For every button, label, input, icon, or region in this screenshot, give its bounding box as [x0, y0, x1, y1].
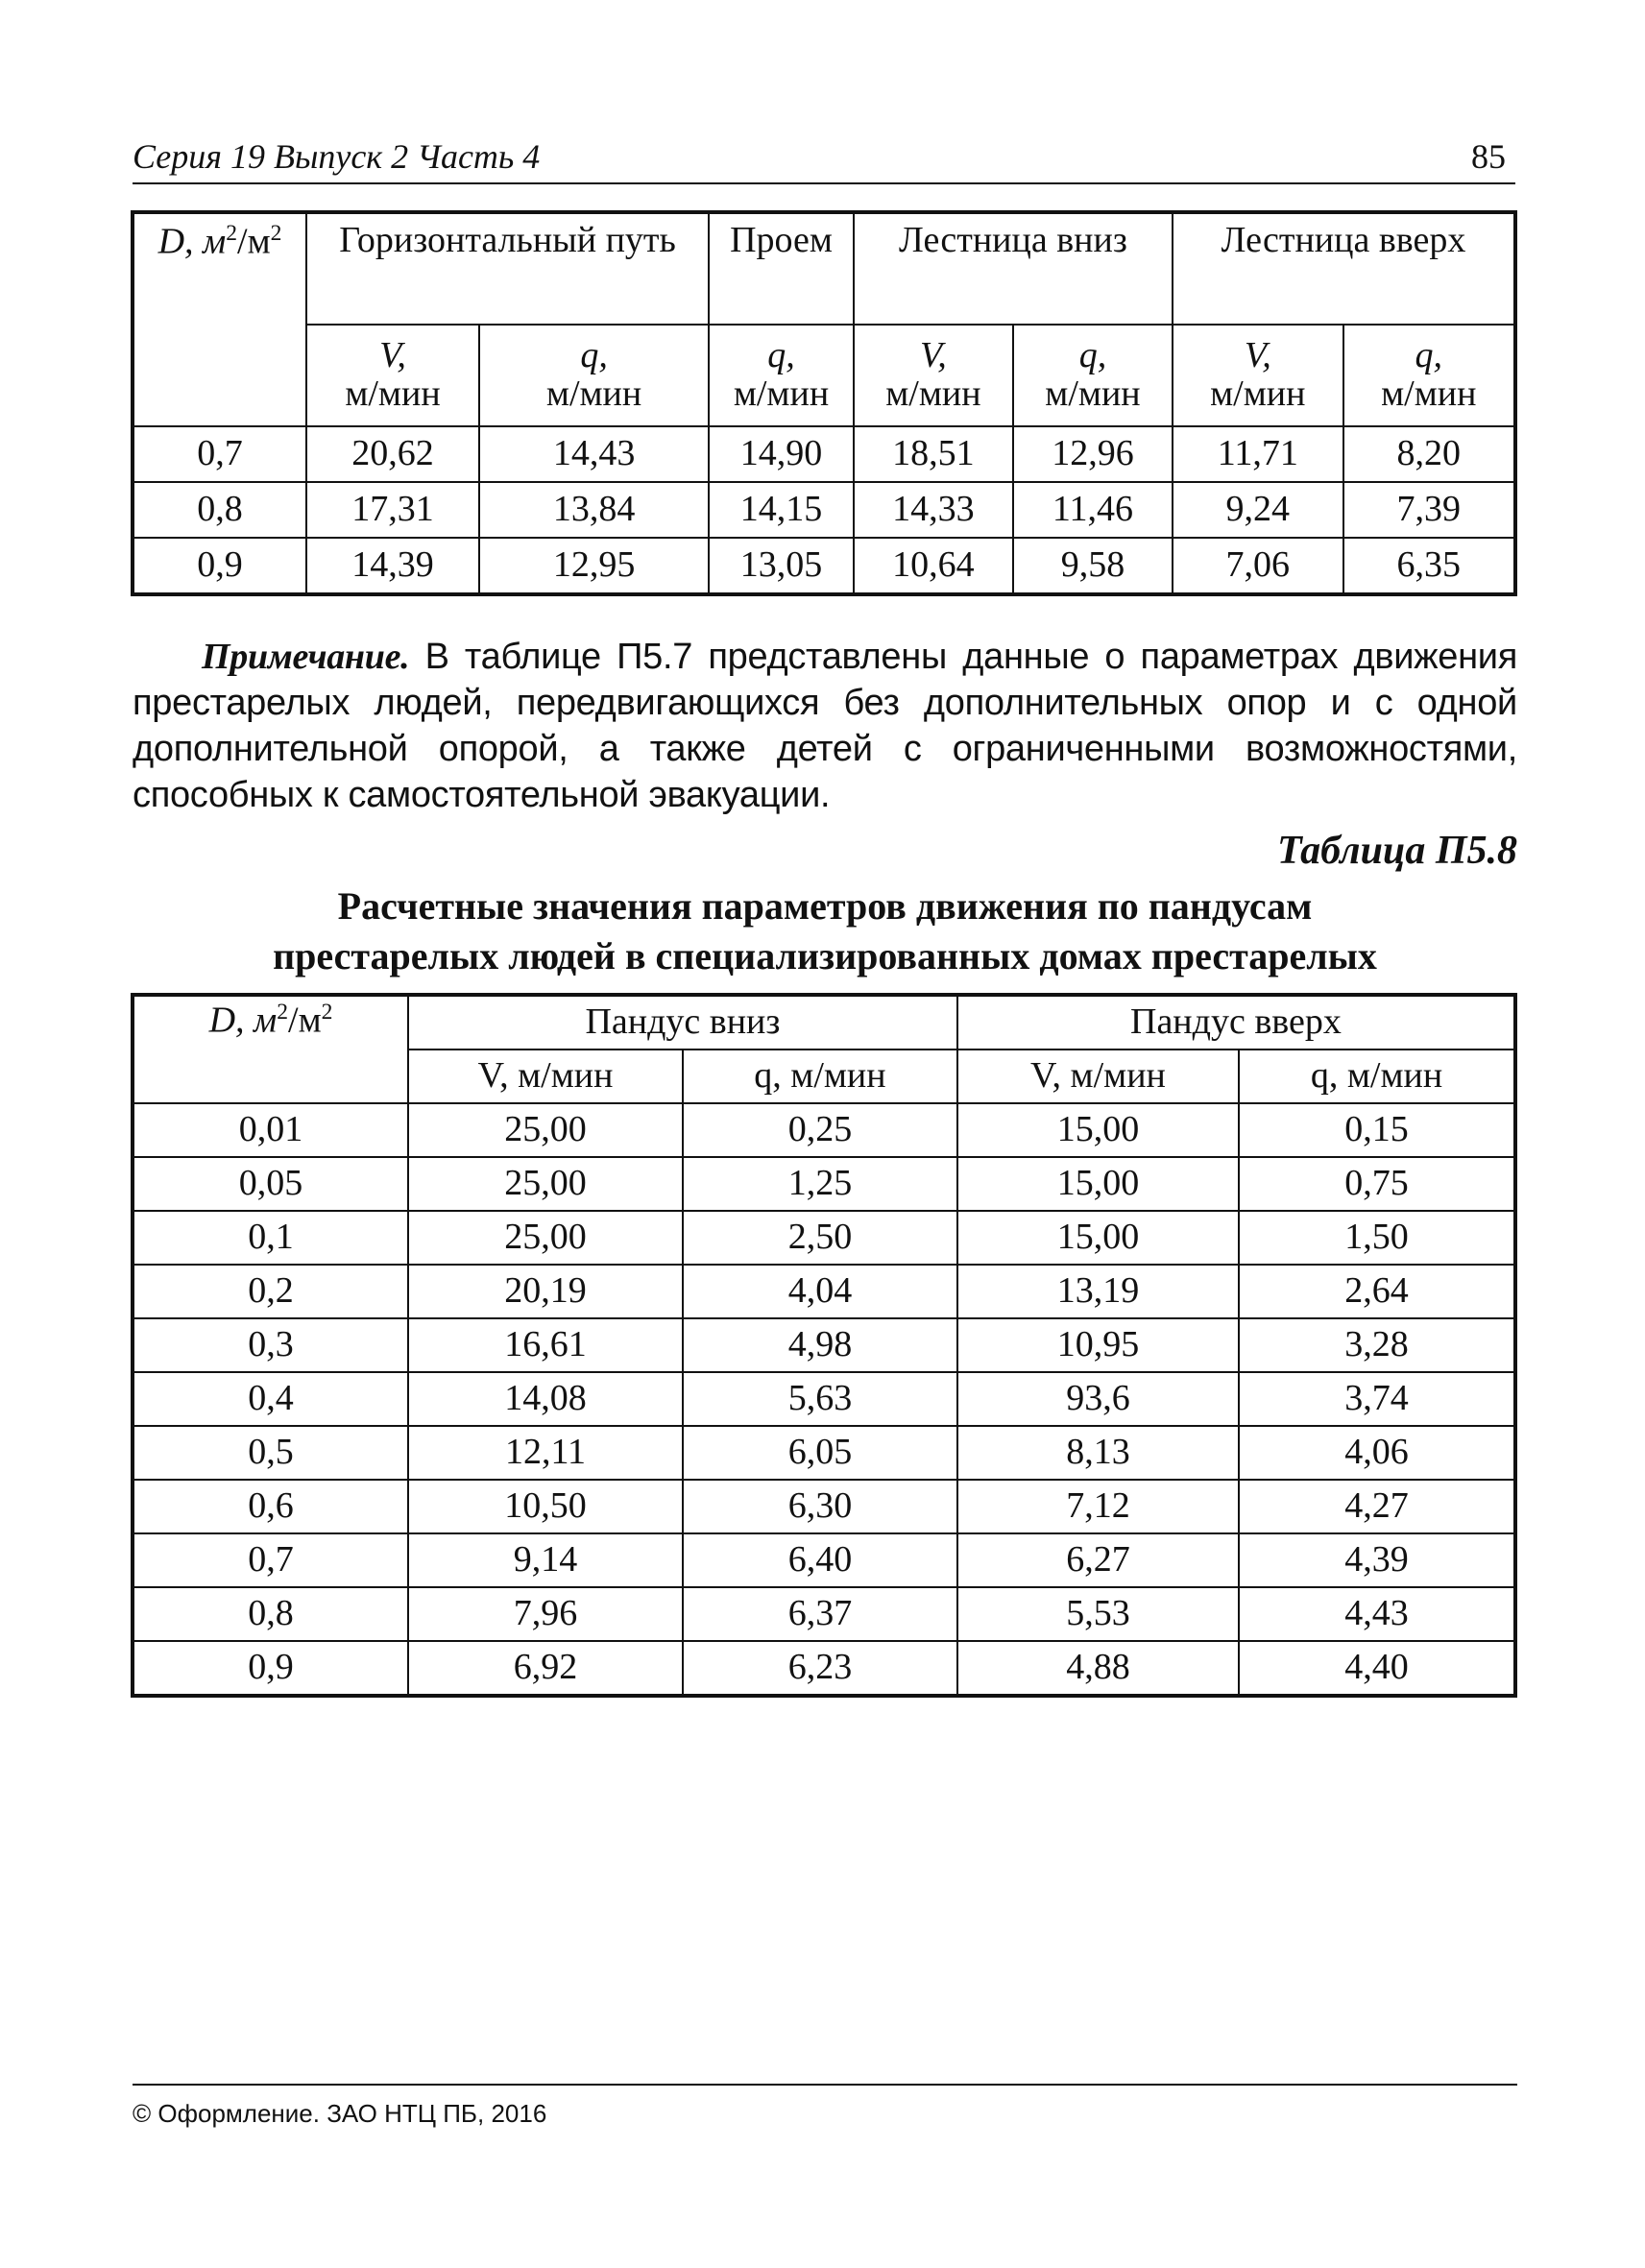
subheader-symbol: q,: [580, 335, 608, 376]
value-cell: 7,06: [1173, 538, 1343, 594]
value-cell: 0,25: [683, 1103, 957, 1157]
value-cell: 25,00: [408, 1103, 683, 1157]
table-row: [133, 1480, 1515, 1533]
value-cell: 9,14: [408, 1533, 683, 1587]
value-cell: 8,13: [957, 1426, 1239, 1480]
value-cell: 20,62: [306, 426, 479, 482]
value-cell: 11,46: [1013, 482, 1173, 538]
value-cell: 18,51: [854, 426, 1013, 482]
value-cell: 1,25: [683, 1157, 957, 1211]
table-row: [133, 1103, 1515, 1157]
density-cell: 0,5: [133, 1426, 408, 1480]
value-cell: 4,06: [1239, 1426, 1515, 1480]
group-header-ramp-up: Пандус вверх: [957, 995, 1515, 1050]
value-cell: 2,64: [1239, 1265, 1515, 1318]
page-number: 85: [1471, 137, 1506, 176]
subheader-symbol: V,: [1244, 335, 1271, 376]
table-caption: Таблица П5.8: [1277, 829, 1517, 873]
value-cell: 11,71: [1173, 426, 1343, 482]
value-cell: 0,15: [1239, 1103, 1515, 1157]
value-cell: 13,19: [957, 1265, 1239, 1318]
group-header-horizontal: Горизонтальный путь: [306, 212, 709, 325]
value-cell: 25,00: [408, 1211, 683, 1265]
value-cell: 14,15: [709, 482, 854, 538]
group-header-stairs-down: Лестница вниз: [854, 212, 1173, 325]
density-cell: 0,7: [133, 426, 306, 482]
value-cell: 14,08: [408, 1372, 683, 1426]
subheader-symbol: V,: [919, 335, 947, 376]
value-cell: 7,96: [408, 1587, 683, 1641]
value-cell: 15,00: [957, 1103, 1239, 1157]
note-label: Примечание.: [202, 637, 410, 677]
subheader-cell: V, м/мин: [408, 1050, 683, 1103]
density-cell: 0,8: [133, 1587, 408, 1641]
subheader-unit: м/мин: [1045, 374, 1141, 414]
value-cell: 6,05: [683, 1426, 957, 1480]
value-cell: 4,04: [683, 1265, 957, 1318]
value-cell: 9,24: [1173, 482, 1343, 538]
group-header-stairs-up: Лестница вверх: [1173, 212, 1515, 325]
value-cell: 4,88: [957, 1641, 1239, 1696]
subheader-unit: м/мин: [885, 374, 981, 414]
table-row: [133, 538, 1515, 594]
table-row: [133, 1533, 1515, 1587]
subheader-cell: [1013, 325, 1173, 426]
value-cell: 14,39: [306, 538, 479, 594]
table-row: [133, 1641, 1515, 1696]
subheader-symbol: q,: [1415, 335, 1443, 376]
value-cell: 1,50: [1239, 1211, 1515, 1265]
table-title-line-2: престарелых людей в специализированных домах престарелых: [273, 934, 1377, 977]
density-cell: 0,4: [133, 1372, 408, 1426]
value-cell: 7,39: [1343, 482, 1515, 538]
subheader-cell: q, м/мин: [1239, 1050, 1515, 1103]
density-cell: 0,01: [133, 1103, 408, 1157]
density-cell: 0,2: [133, 1265, 408, 1318]
value-cell: 6,23: [683, 1641, 957, 1696]
group-header-opening: Проем: [709, 212, 854, 325]
value-cell: 4,98: [683, 1318, 957, 1372]
density-header: D, $м^2/м^2$: [133, 995, 408, 1103]
subheader-cell: q, м/мин: [683, 1050, 957, 1103]
table-row: [133, 1318, 1515, 1372]
value-cell: 6,27: [957, 1533, 1239, 1587]
density-cell: 0,7: [133, 1533, 408, 1587]
density-cell: 0,1: [133, 1211, 408, 1265]
density-cell: 0,6: [133, 1480, 408, 1533]
running-header: [133, 133, 1515, 184]
footer-rule: [133, 2084, 1517, 2086]
group-header-ramp-down: Пандус вниз: [408, 995, 957, 1050]
table-row: [133, 482, 1515, 538]
value-cell: 5,53: [957, 1587, 1239, 1641]
value-cell: 7,12: [957, 1480, 1239, 1533]
value-cell: 14,33: [854, 482, 1013, 538]
value-cell: 4,39: [1239, 1533, 1515, 1587]
value-cell: 8,20: [1343, 426, 1515, 482]
subheader-symbol: V,: [379, 335, 406, 376]
subheader-cell: [479, 325, 709, 426]
value-cell: 5,63: [683, 1372, 957, 1426]
value-cell: 93,6: [957, 1372, 1239, 1426]
density-header: D, $м^2/м^2$: [133, 212, 306, 426]
table-title: [133, 881, 1517, 981]
value-cell: 6,37: [683, 1587, 957, 1641]
value-cell: 4,40: [1239, 1641, 1515, 1696]
value-cell: 6,92: [408, 1641, 683, 1696]
table-row: [133, 1426, 1515, 1480]
value-cell: 6,30: [683, 1480, 957, 1533]
subheader-unit: м/мин: [1210, 374, 1306, 414]
value-cell: 0,75: [1239, 1157, 1515, 1211]
value-cell: 12,11: [408, 1426, 683, 1480]
subheader-unit: м/мин: [545, 374, 642, 414]
density-cell: 0,9: [133, 538, 306, 594]
value-cell: 20,19: [408, 1265, 683, 1318]
density-cell: 0,8: [133, 482, 306, 538]
value-cell: 10,50: [408, 1480, 683, 1533]
value-cell: 12,96: [1013, 426, 1173, 482]
table-p5-7-continuation: [131, 210, 1517, 596]
value-cell: 9,58: [1013, 538, 1173, 594]
value-cell: 2,50: [683, 1211, 957, 1265]
value-cell: 6,40: [683, 1533, 957, 1587]
value-cell: 13,84: [479, 482, 709, 538]
density-cell: 0,9: [133, 1641, 408, 1696]
subheader-cell: [306, 325, 479, 426]
note-paragraph: [133, 634, 1517, 818]
note-text: В таблице П5.7 представлены данные о параметрах движения престарелых людей, передвигающихся без дополнительных опор и с одной дополнительной опорой, а также детей с ограниченными возможностями, способных к самостоятельной эвакуации.: [133, 637, 1517, 815]
subheader-cell: [854, 325, 1013, 426]
subheader-symbol: q,: [767, 335, 795, 376]
table-row: [133, 1372, 1515, 1426]
value-cell: 16,61: [408, 1318, 683, 1372]
value-cell: 17,31: [306, 482, 479, 538]
subheader-symbol: q,: [1078, 335, 1107, 376]
value-cell: 10,95: [957, 1318, 1239, 1372]
value-cell: 3,74: [1239, 1372, 1515, 1426]
table-p5-8: [131, 993, 1517, 1698]
value-cell: 15,00: [957, 1211, 1239, 1265]
subheader-cell: [1173, 325, 1343, 426]
value-cell: 25,00: [408, 1157, 683, 1211]
value-cell: 12,95: [479, 538, 709, 594]
subheader-unit: м/мин: [733, 374, 830, 414]
table-row: [133, 1211, 1515, 1265]
subheader-cell: [709, 325, 854, 426]
table-row: [133, 1265, 1515, 1318]
value-cell: 3,28: [1239, 1318, 1515, 1372]
subheader-cell: [1343, 325, 1515, 426]
table-row: [133, 1587, 1515, 1641]
value-cell: 4,43: [1239, 1587, 1515, 1641]
series-title: Серия 19 Выпуск 2 Часть 4: [133, 137, 541, 176]
value-cell: 15,00: [957, 1157, 1239, 1211]
table-row: [133, 1157, 1515, 1211]
density-cell: 0,05: [133, 1157, 408, 1211]
value-cell: 6,35: [1343, 538, 1515, 594]
subheader-cell: V, м/мин: [957, 1050, 1239, 1103]
value-cell: 13,05: [709, 538, 854, 594]
footer-copyright: © Оформление. ЗАО НТЦ ПБ, 2016: [133, 2099, 547, 2128]
table-title-line-1: Расчетные значения параметров движения по пандусам: [337, 884, 1313, 928]
density-cell: 0,3: [133, 1318, 408, 1372]
value-cell: 4,27: [1239, 1480, 1515, 1533]
table-row: [133, 426, 1515, 482]
value-cell: 10,64: [854, 538, 1013, 594]
value-cell: 14,90: [709, 426, 854, 482]
subheader-unit: м/мин: [345, 374, 441, 414]
subheader-unit: м/мин: [1381, 374, 1477, 414]
value-cell: 14,43: [479, 426, 709, 482]
